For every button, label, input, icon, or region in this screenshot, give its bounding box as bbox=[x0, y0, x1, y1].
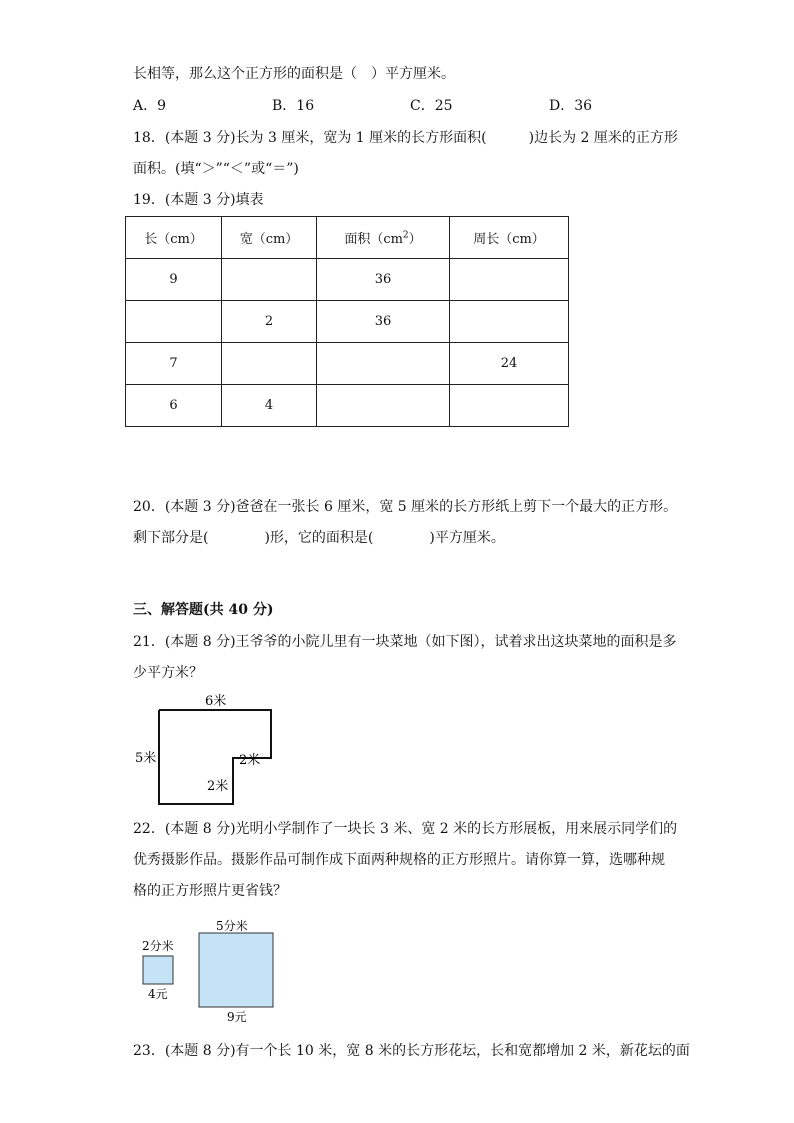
header-width: 宽（cm） bbox=[222, 217, 317, 259]
table-cell bbox=[317, 385, 450, 427]
q17-option-a: A．9 bbox=[133, 98, 167, 114]
q18-line1: 18．(本题 3 分)长为 3 厘米，宽为 1 厘米的长方形面积( )边长为 2 厘米的正方形 bbox=[133, 130, 678, 146]
table-cell: 2 bbox=[222, 301, 317, 343]
q17-option-d: D．36 bbox=[549, 98, 593, 114]
section-title: 三、解答题(共 40 分) bbox=[133, 602, 274, 618]
q20-line2: 剩下部分是( )形，它的面积是( )平方厘米。 bbox=[133, 530, 505, 546]
q17-option-b: B．16 bbox=[272, 98, 315, 114]
small-photo-square bbox=[143, 956, 173, 984]
table-cell bbox=[126, 301, 222, 343]
table-cell bbox=[317, 343, 450, 385]
table-cell bbox=[450, 385, 569, 427]
small-photo-price-label: 4元 bbox=[148, 987, 168, 1001]
fill-table bbox=[125, 216, 569, 427]
q21-line2: 少平方米？ bbox=[133, 665, 203, 681]
big-photo-square bbox=[199, 933, 273, 1007]
table-cell: 36 bbox=[317, 259, 450, 301]
q22-line3: 格的正方形照片更省钱？ bbox=[133, 883, 287, 899]
table-row bbox=[126, 343, 569, 385]
table-cell bbox=[450, 301, 569, 343]
q17-option-c: C．25 bbox=[410, 98, 453, 114]
q17-text: 长相等，那么这个正方形的面积是（ ）平方厘米。 bbox=[133, 66, 455, 82]
table-cell: 9 bbox=[126, 259, 222, 301]
table-cell: 24 bbox=[450, 343, 569, 385]
table-header-row bbox=[126, 217, 569, 259]
garden-step-right-label: 2米 bbox=[239, 753, 261, 768]
garden-left-label: 5米 bbox=[135, 751, 157, 766]
table-cell: 4 bbox=[222, 385, 317, 427]
big-photo-price-label: 9元 bbox=[227, 1010, 247, 1024]
garden-figure bbox=[125, 688, 285, 808]
header-length: 长（cm） bbox=[126, 217, 222, 259]
q23-line1: 23．(本题 8 分)有一个长 10 米，宽 8 米的长方形花坛，长和宽都增加 2 米，新花坛的面 bbox=[133, 1043, 690, 1059]
garden-step-bottom-label: 2米 bbox=[207, 779, 229, 794]
q22-line1: 22．(本题 8 分)光明小学制作了一块长 3 米、宽 2 米的长方形展板，用来展示同学们的 bbox=[133, 821, 678, 837]
table-cell bbox=[222, 343, 317, 385]
header-perimeter: 周长（cm） bbox=[450, 217, 569, 259]
q22-line2: 优秀摄影作品。摄影作品可制作成下面两种规格的正方形照片。请你算一算，选哪种规 bbox=[133, 852, 665, 868]
q21-line1: 21．(本题 8 分)王爷爷的小院儿里有一块菜地（如下图），试着求出这块菜地的面积是多 bbox=[133, 634, 677, 650]
table-cell: 6 bbox=[126, 385, 222, 427]
q18-line2: 面积。(填“＞”“＜”或“＝”) bbox=[133, 161, 299, 177]
photo-sizes-figure bbox=[130, 914, 290, 1024]
table-cell: 36 bbox=[317, 301, 450, 343]
table-cell: 7 bbox=[126, 343, 222, 385]
garden-top-label: 6米 bbox=[205, 694, 227, 709]
table-cell bbox=[450, 259, 569, 301]
q20-line1: 20．(本题 3 分)爸爸在一张长 6 厘米，宽 5 厘米的长方形纸上剪下一个最大的正方形。 bbox=[133, 499, 678, 515]
table-cell bbox=[222, 259, 317, 301]
header-area: 面积$(cm^2)$ bbox=[317, 217, 450, 259]
table-row bbox=[126, 385, 569, 427]
table-row bbox=[126, 259, 569, 301]
small-photo-size-label: 2分米 bbox=[142, 939, 174, 953]
q19-title: 19．(本题 3 分)填表 bbox=[133, 192, 264, 208]
big-photo-size-label: 5分米 bbox=[216, 919, 248, 933]
table-row bbox=[126, 301, 569, 343]
